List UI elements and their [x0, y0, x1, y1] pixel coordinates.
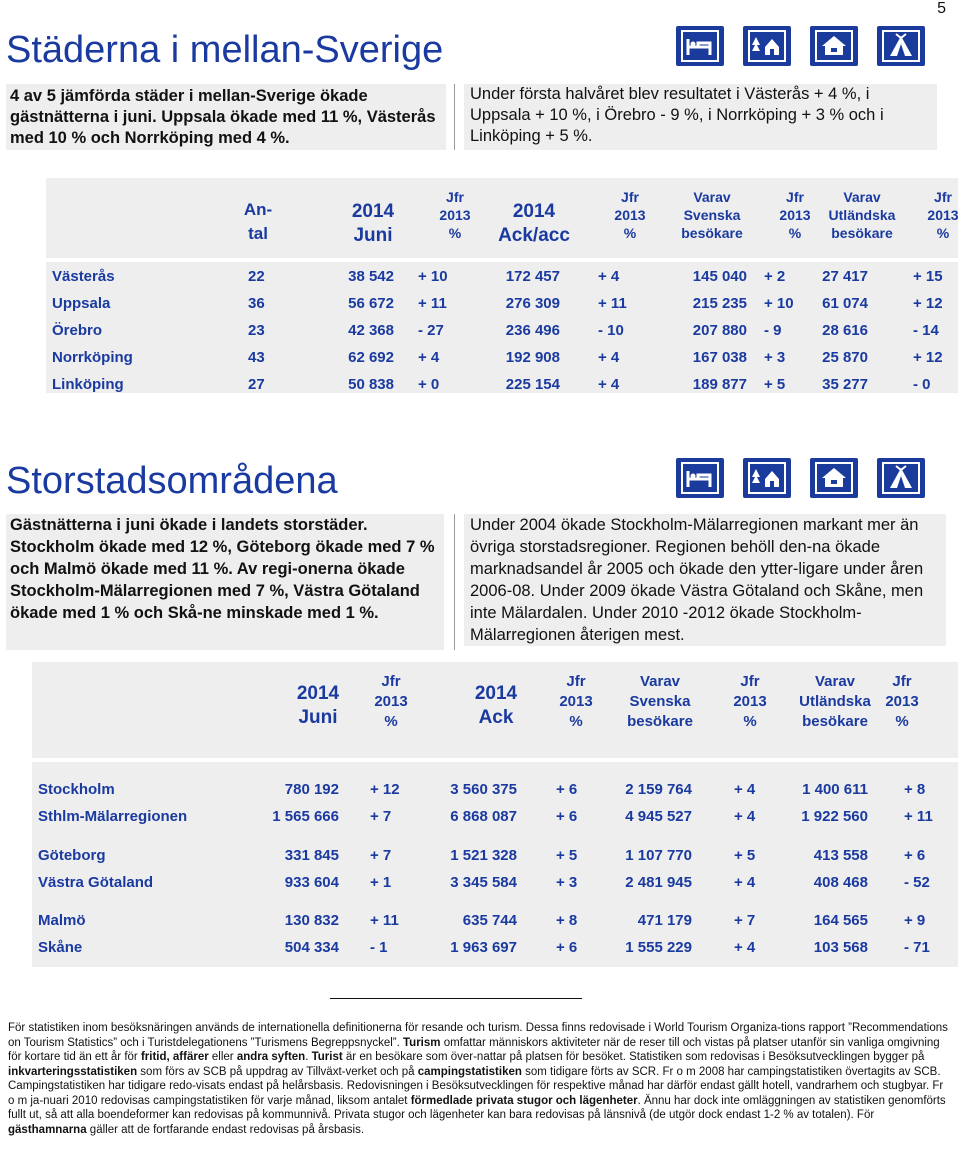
juni-cell: 1 565 666: [272, 808, 339, 825]
jfr-cell: + 1: [370, 874, 392, 891]
city-name: Västerås: [52, 268, 115, 285]
accommodation-icons-2: [676, 458, 925, 498]
region-name: Malmö: [38, 912, 86, 929]
metro-table-header: [0, 672, 960, 752]
svenska-cell: 2 159 764: [625, 781, 692, 798]
juni-cell: 331 845: [284, 847, 339, 864]
cities-summary-left: 4 av 5 jämförda städer i mellan-Sverige ökade gästnätterna i juni. Uppsala ökade med 11 %, Västerås med 10 % och Norrköping med 4 %.: [6, 84, 446, 150]
page-number: 5: [937, 0, 946, 17]
region-name: Göteborg: [38, 847, 106, 864]
svenska-cell: 4 945 527: [625, 808, 692, 825]
region-name: Västra Götaland: [38, 874, 154, 891]
ack-cell: 276 309: [505, 295, 560, 312]
jfr-cell: + 4: [598, 349, 620, 366]
juni-cell: 780 192: [284, 781, 339, 798]
juni-cell: 62 692: [348, 349, 394, 366]
cities-header-cell: An- tal: [243, 200, 273, 243]
jfr-cell: + 9: [904, 912, 926, 929]
jfr-cell: + 4: [734, 781, 756, 798]
jfr-cell: + 10: [764, 295, 794, 312]
svenska-cell: 145 040: [692, 268, 747, 285]
metro-summary-left: Gästnätterna i juni ökade i landets storstäder. Stockholm ökade med 12 %, Göteborg ökade med 7 % och Malmö ökade med 11 %. Av regi-onerna ökade Stockholm-Mälarregionen med 7 %, Västra Götaland ökade med 1 % och Skå-ne minskade med 1 %.: [6, 514, 444, 650]
metro-header-cell: 2014 Ack: [474, 683, 518, 728]
juni-cell: 130 832: [284, 912, 339, 929]
table-row: [36, 777, 946, 804]
cities-summary-right: Under första halvåret blev resultatet i Västerås + 4 %, i Uppsala + 10 %, i Örebro - 9 %, i Norrköping + 3 % och i Linköping + 5 %.: [464, 84, 937, 150]
cities-header-cell: Jfr 2013 %: [927, 189, 959, 241]
table-row: [36, 935, 946, 962]
ack-cell: 1 521 328: [450, 847, 517, 864]
cities-header-cell: Jfr 2013 %: [779, 189, 811, 241]
city-name: Linköping: [52, 376, 124, 393]
jfr-cell: + 4: [598, 376, 620, 393]
jfr-cell: + 6: [556, 939, 578, 956]
ack-cell: 635 744: [462, 912, 517, 929]
antal-cell: 23: [248, 322, 265, 339]
cities-header-cell: 2014 Ack/acc: [498, 201, 570, 246]
utlandska-cell: 35 277: [822, 376, 868, 393]
jfr-cell: - 27: [418, 322, 444, 339]
table-row: [46, 345, 956, 372]
utlandska-cell: 103 568: [813, 939, 868, 956]
cities-header-cell: Varav Svenska besökare: [681, 189, 743, 241]
jfr-cell: + 12: [913, 295, 943, 312]
utlandska-cell: 27 417: [822, 268, 868, 285]
utlandska-cell: 1 922 560: [801, 808, 868, 825]
jfr-cell: + 6: [556, 781, 578, 798]
city-name: Uppsala: [52, 295, 111, 312]
region-name: Sthlm-Mälarregionen: [38, 808, 188, 825]
hostel-house-icon: [810, 26, 858, 66]
table-row: [46, 318, 956, 345]
svenska-cell: 1 555 229: [625, 939, 692, 956]
city-name: Örebro: [52, 322, 103, 339]
juni-cell: 50 838: [348, 376, 394, 393]
metro-header-cell: Jfr 2013 %: [374, 673, 408, 730]
jfr-cell: + 11: [418, 295, 447, 312]
jfr-cell: + 6: [556, 808, 578, 825]
jfr-cell: + 3: [556, 874, 578, 891]
jfr-cell: + 5: [556, 847, 578, 864]
metro-header-cell: Varav Utländska besökare: [799, 673, 871, 730]
jfr-cell: + 10: [418, 268, 448, 285]
table-row: [36, 908, 946, 935]
svenska-cell: 471 179: [637, 912, 692, 929]
cities-header-cell: 2014 Juni: [351, 201, 395, 246]
metro-header-cell: 2014 Juni: [296, 683, 340, 728]
metro-header-cell: Jfr 2013 %: [885, 673, 919, 730]
section-title-metro: Storstadsområdena: [6, 460, 338, 502]
jfr-cell: + 2: [764, 268, 786, 285]
svenska-cell: 215 235: [692, 295, 747, 312]
ack-cell: 172 457: [505, 268, 560, 285]
region-name: Skåne: [38, 939, 83, 956]
metro-header-cell: Jfr 2013 %: [559, 673, 593, 730]
jfr-cell: + 0: [418, 376, 440, 393]
juni-cell: 38 542: [348, 268, 394, 285]
cities-header-cell: Jfr 2013 %: [614, 189, 646, 241]
camping-tent-icon: [877, 26, 925, 66]
jfr-cell: + 7: [734, 912, 756, 929]
jfr-cell: + 5: [764, 376, 786, 393]
footnote-rule: [330, 998, 582, 999]
ack-cell: 6 868 087: [450, 808, 517, 825]
jfr-cell: + 7: [370, 808, 392, 825]
table-row: [46, 372, 956, 399]
svenska-cell: 207 880: [692, 322, 747, 339]
jfr-cell: + 3: [764, 349, 786, 366]
footnote: För statistiken inom besöksnäringen används de internationella definitionerna för resande och turism. Dessa finns redovisade i World Tourism Organiza-tions rapport ”Recommendations on Tourism Statistics” och i Turistdelegationens ”Turismens Begreppsnyckel”. Turism omfattar människors aktiviteter när de reser till och vistas på platser utanför sin vanliga omgivning för kortare tid än ett år för fritid, affärer eller andra syften. Turist är en besökare som över-nattar på platsen för besöket. Statistiken som redovisas i Besöksutvecklingen bygger på inkvarteringsstatistiken som förs av SCB på uppdrag av Tillväxt-verket och på campingstatistiken som tidigare förts av SCR. Fr o m 2008 har campingstatistiken övertagits av SCB. Campingstatistiken har tidigare redo-visats endast på helårsbasis. Redovisningen i Besöksutvecklingen för respektive månad har därför endast gällt hotell, vandrarhem och stugbyar. Fr o m ja-nuari 2010 redovisas campingstatistiken för varje månad, liksom antalet förmedlade privata stugor och lägenheter. Ännu har dock inte omläggningen av statistiken genomförts fullt ut, så att alla boendeformer kan redovisas på kommunnivå. Privata stugor och lägenheter kan bara redovisas på länsnivå (de utgör dock endast 1-2 % av totalen). För gästhamnarna gäller att de fortfarande endast redovisas på årsbasis.: [8, 1022, 948, 1136]
table-row: [46, 264, 956, 291]
jfr-cell: + 4: [734, 808, 756, 825]
jfr-cell: + 12: [913, 349, 943, 366]
hotel-bed-icon: [676, 26, 724, 66]
svenska-cell: 189 877: [692, 376, 747, 393]
table-row: [36, 870, 946, 897]
divider: [454, 514, 455, 650]
juni-cell: 933 604: [284, 874, 339, 891]
utlandska-cell: 61 074: [822, 295, 868, 312]
jfr-cell: + 4: [598, 268, 620, 285]
table-row: [36, 804, 946, 831]
hostel-house-icon: [810, 458, 858, 498]
ack-cell: 3 560 375: [450, 781, 517, 798]
metro-header-cell: Varav Svenska besökare: [627, 673, 693, 730]
cities-table-header: [0, 188, 960, 258]
city-name: Norrköping: [52, 349, 133, 366]
section-title-cities: Städerna i mellan-Sverige: [6, 29, 444, 71]
cities-header-cell: Jfr 2013 %: [439, 189, 471, 241]
utlandska-cell: 1 400 611: [802, 781, 868, 798]
utlandska-cell: 408 468: [813, 874, 868, 891]
accommodation-icons: [676, 26, 925, 66]
metro-summary-right: Under 2004 ökade Stockholm-Mälarregionen markant mer än övriga storstadsregioner. Regionen behöll den-na ökade marknadsandel år 2005 och ökade den ytter-ligare under åren 2006-08. Under 2009 ökade Västra Götaland och Skåne, men inte Mälardalen. Under 2010 -2012 ökade Stockholm-Mälarregionen återigen mest.: [464, 514, 946, 646]
juni-cell: 504 334: [284, 939, 339, 956]
jfr-cell: + 4: [734, 874, 756, 891]
ack-cell: 1 963 697: [450, 939, 517, 956]
cabin-trees-icon: [743, 458, 791, 498]
jfr-cell: - 52: [904, 874, 930, 891]
table-row: [46, 291, 956, 318]
region-name: Stockholm: [38, 781, 115, 798]
jfr-cell: - 10: [598, 322, 624, 339]
camping-tent-icon: [877, 458, 925, 498]
hotel-bed-icon: [676, 458, 724, 498]
jfr-cell: + 7: [370, 847, 392, 864]
jfr-cell: + 11: [904, 808, 933, 825]
utlandska-cell: 25 870: [822, 349, 868, 366]
jfr-cell: + 11: [370, 912, 399, 929]
jfr-cell: + 11: [598, 295, 627, 312]
jfr-cell: - 9: [764, 322, 782, 339]
jfr-cell: - 14: [913, 322, 939, 339]
jfr-cell: - 71: [904, 939, 930, 956]
cities-header-cell: Varav Utländska besökare: [828, 189, 896, 241]
utlandska-cell: 164 565: [813, 912, 868, 929]
juni-cell: 56 672: [348, 295, 394, 312]
svenska-cell: 167 038: [692, 349, 747, 366]
utlandska-cell: 28 616: [822, 322, 868, 339]
jfr-cell: + 8: [904, 781, 926, 798]
jfr-cell: + 5: [734, 847, 756, 864]
antal-cell: 43: [248, 349, 265, 366]
ack-cell: 3 345 584: [450, 874, 517, 891]
jfr-cell: - 1: [370, 939, 388, 956]
divider: [454, 84, 455, 150]
utlandska-cell: 413 558: [813, 847, 868, 864]
ack-cell: 236 496: [505, 322, 560, 339]
jfr-cell: + 15: [913, 268, 943, 285]
jfr-cell: + 12: [370, 781, 400, 798]
jfr-cell: + 6: [904, 847, 926, 864]
svenska-cell: 1 107 770: [625, 847, 692, 864]
antal-cell: 27: [248, 376, 265, 393]
antal-cell: 22: [248, 268, 265, 285]
jfr-cell: + 8: [556, 912, 578, 929]
table-row: [36, 843, 946, 870]
ack-cell: 225 154: [505, 376, 560, 393]
svenska-cell: 2 481 945: [625, 874, 692, 891]
jfr-cell: + 4: [418, 349, 440, 366]
jfr-cell: - 0: [913, 376, 931, 393]
juni-cell: 42 368: [348, 322, 394, 339]
cabin-trees-icon: [743, 26, 791, 66]
metro-header-cell: Jfr 2013 %: [733, 673, 767, 730]
ack-cell: 192 908: [505, 349, 560, 366]
jfr-cell: + 4: [734, 939, 756, 956]
antal-cell: 36: [248, 295, 265, 312]
